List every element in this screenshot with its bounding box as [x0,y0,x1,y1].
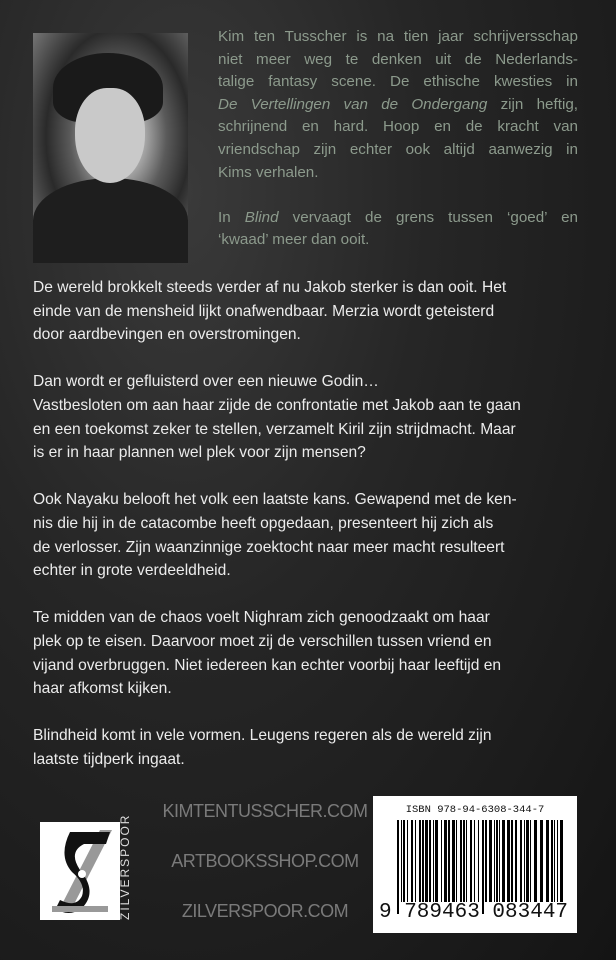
bio-line [218,139,578,162]
blurb-line: einde van de mensheid lijkt onafwendbaar. Merzia wordt geteisterd [33,302,495,320]
blurb-line: de verlosser. Zijn waanzinnige zoektocht naar meer macht resulteert [33,538,505,556]
author-bio [218,26,578,252]
bio-line [218,229,578,252]
barcode-bar [526,820,529,902]
publisher-name: ZILVERSPOOR [118,813,132,920]
barcode-bar [463,820,465,902]
barcode-bar [429,820,431,902]
barcode-bar [415,820,416,902]
barcode-bar [448,820,450,902]
blurb-line: nis die hij in de catacombe heeft opgedaan, presenteert hij zich als [33,514,494,532]
bio-text: zijn heftig, [487,95,578,113]
barcode-bar [530,820,531,902]
barcode-bar [435,820,438,902]
book-blurb [33,276,593,771]
url-kimtentusscher[interactable]: KIMTENTUSSCHER.COM [162,801,368,821]
author-photo [33,33,188,263]
barcode-bar [507,820,510,902]
blurb-line: plek op te eisen. Daarvoor moet zij de verschillen tussen vriend en [33,632,492,650]
barcode-bar [460,820,462,902]
barcode-bar [433,820,434,902]
barcode-bar [444,820,447,902]
barcode-bar [546,820,549,902]
bio-text: vervaagt de grens tussen ‘goed’ en [278,208,578,226]
barcode-bar [482,820,484,914]
barcode-bar [419,820,421,902]
publisher-logo [40,822,120,920]
barcode-bar [411,820,413,902]
barcode-bar [551,820,553,902]
blurb-line: door aardbevingen en overstromingen. [33,326,301,344]
blurb-line: vijand overbruggen. Niet iedereen kan echter voorbij haar leeftijd en [33,656,502,674]
bio-text: schrijnend en hard. Hoop en de kracht van [218,118,578,136]
bio-text: Kims verhalen. [218,163,319,181]
bio-line [218,207,578,230]
barcode-bar [511,820,513,902]
bio-line [218,116,578,139]
blurb-line: en een toekomst zeker te stellen, verzamelt Kiril zijn strijdmacht. Maar [33,420,516,438]
bio-line [218,49,578,72]
barcode-bar [478,820,479,902]
isbn-barcode [373,796,577,933]
blurb-line: Ook Nayaku belooft het volk een laatste kans. Gewapend met de ken- [33,491,517,509]
barcode-bar [496,820,498,902]
barcode-bar [403,820,405,902]
url-artbooksshop[interactable]: ARTBOOKSSHOP.COM [171,851,359,871]
barcode-bar [470,820,472,902]
barcode-digits: 9 789463 083447 [379,901,569,924]
barcode-bar [401,820,402,902]
bio-text: niet meer weg te denken uit de Nederlands- [218,50,578,68]
blurb-line: Blindheid komt in vele vormen. Leugens regeren als de wereld zijn [33,727,492,745]
bio-line [218,94,578,117]
bio-text: vriendschap zijn echter ook altijd aanwezig in [218,140,578,158]
blurb-line: echter in grote verdeeldheid. [33,562,231,580]
bio-line [218,26,578,49]
blurb-line: laatste tijdperk ingaat. [33,750,185,768]
url-zilverspoor[interactable]: ZILVERSPOOR.COM [181,901,349,921]
barcode-bar [441,820,442,902]
barcode-bar [494,820,495,902]
barcode-bar [452,820,455,902]
barcode-bar [485,820,487,902]
barcode-bar [557,820,558,902]
barcode-bar [524,820,525,902]
blurb-line: Dan wordt er gefluisterd over een nieuwe Godin… [33,373,379,391]
blurb-line: haar afkomst kijken. [33,680,172,698]
bio-title-italic: Blind [244,208,279,226]
barcode-bar [407,820,408,902]
barcode-bar [425,820,428,902]
barcode-bar [554,820,555,902]
barcode-bar [540,820,543,902]
blurb-line: is er in haar plannen wel plek voor zijn mensen? [33,444,366,462]
barcode-bar [474,820,475,902]
bio-line [218,71,578,94]
bio-text: talige fantasy scene. De ethische kwesties in [218,73,578,91]
barcode-bars [397,820,567,914]
barcode-bar [397,820,399,914]
barcode-bar [520,820,522,902]
bio-text: ‘kwaad’ meer dan ooit. [218,231,370,249]
blurb-line: De wereld brokkelt steeds verder af nu Jakob sterker is dan ooit. Het [33,279,507,296]
barcode-bar [489,820,492,902]
barcode-bar [515,820,517,902]
blurb-line: Te midden van de chaos voelt Nighram zich genoodzaakt om haar [33,609,490,627]
bio-text: Kim ten Tusscher is na tien jaar schrijversschap [218,28,578,45]
blurb-line: Vastbesloten om aan haar zijde de confrontatie met Jakob aan te gaan [33,396,521,414]
barcode-bar [466,820,467,902]
barcode-bar [534,820,537,902]
barcode-bar [502,820,505,902]
bio-title-italic: De Vertellingen van de Ondergang [218,95,488,113]
barcode-bar [499,820,500,902]
bio-text: In [218,208,245,226]
barcode-bar [422,820,424,902]
barcode-bar [456,820,457,902]
bio-line [218,162,578,185]
isbn-label: ISBN 978-94-6308-344-7 [405,804,545,816]
barcode-bar [560,820,563,902]
